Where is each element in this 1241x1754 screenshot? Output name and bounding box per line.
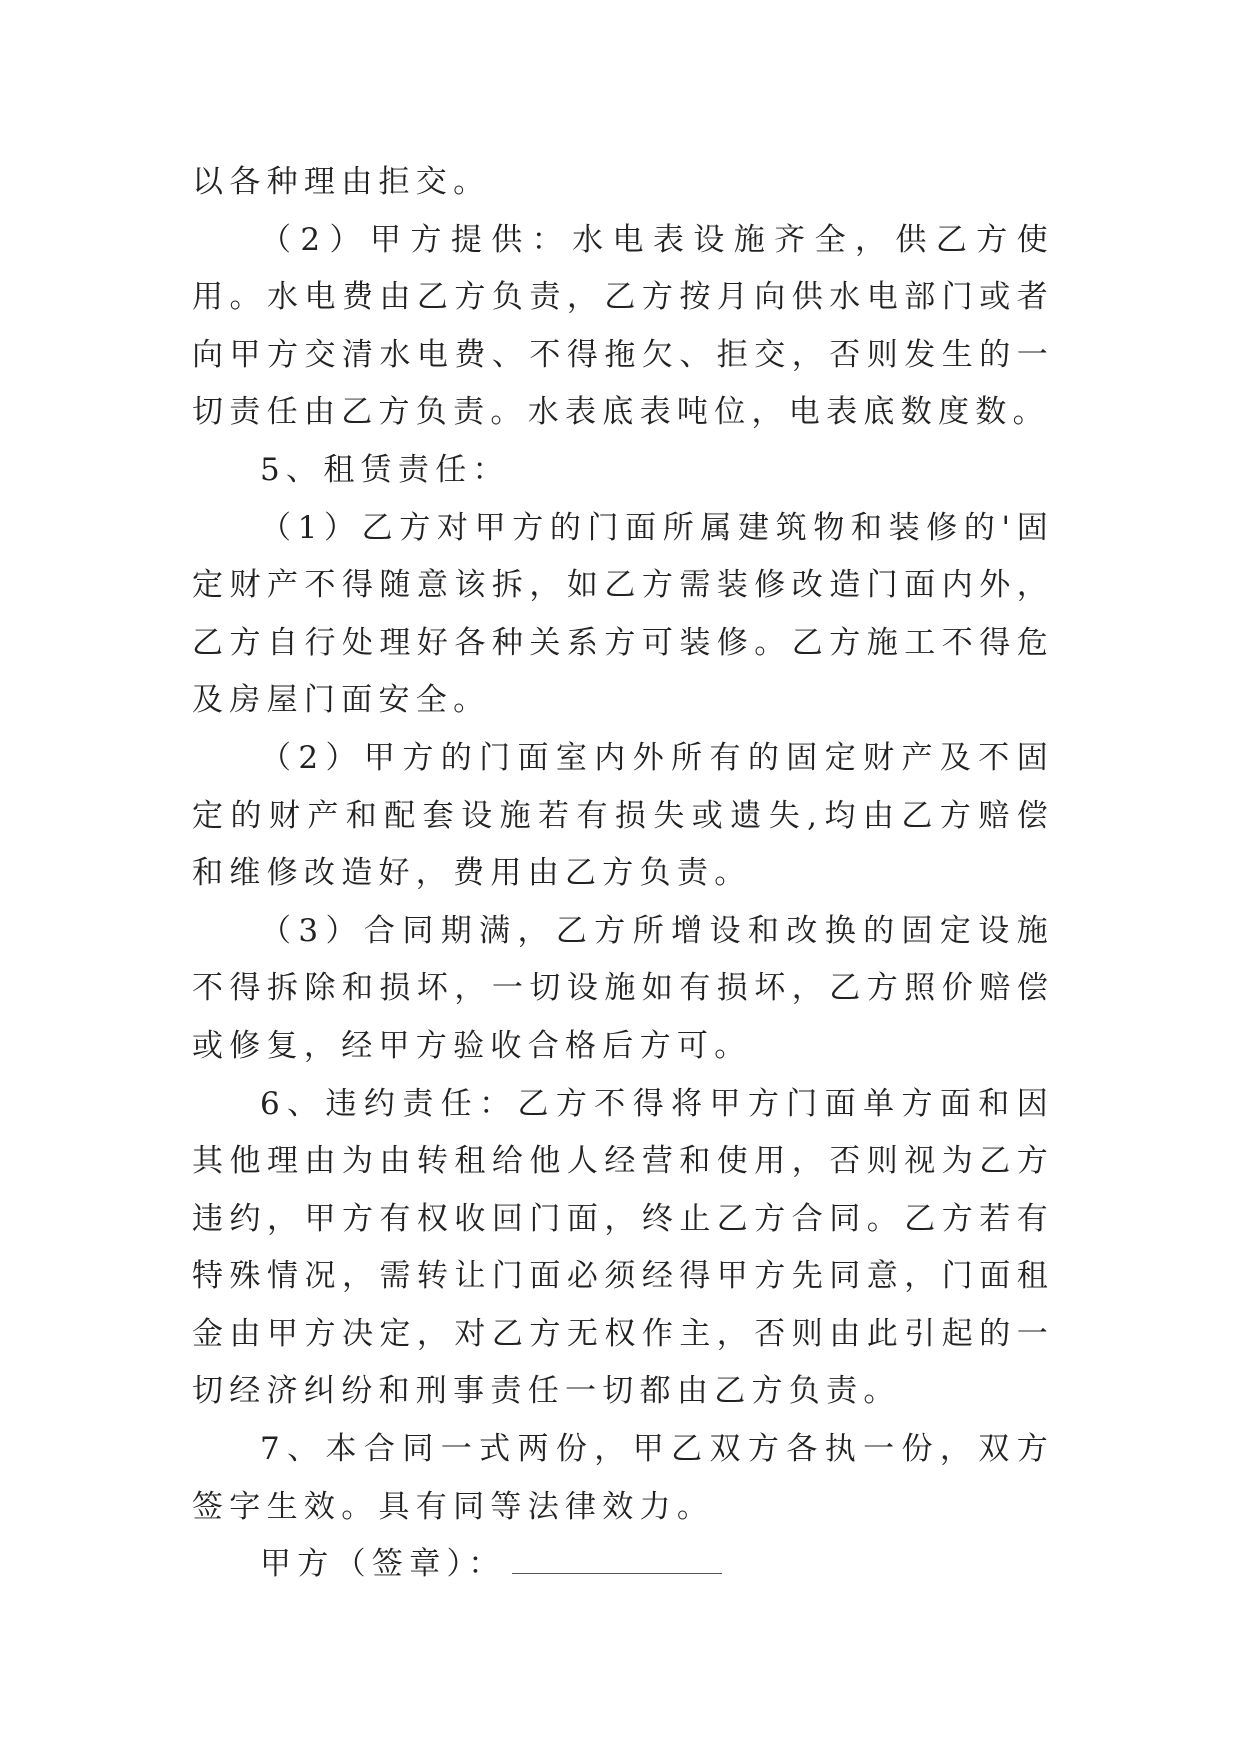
paragraph-2: 5、租赁责任： — [260, 451, 510, 488]
contract-text — [192, 154, 1054, 1594]
paragraph-3: （1）乙方对甲方的门面所属建筑物和装修的'固定财产不得随意该拆，如乙方需装修改造门面内外，乙方自行处理好各种关系方可装修。乙方施工不得危及房屋门面安全。 — [192, 509, 1054, 719]
paragraph-6: 6、违约责任：乙方不得将甲方门面单方面和因其他理由为由转租给他人经营和使用，否则视为乙方违约，甲方有权收回门面，终止乙方合同。乙方若有特殊情况，需转让门面必须经得甲方先同意，门面租金由甲方决定，对乙方无权作主，否则由此引起的一切经济纠纷和刑事责任一切都由乙方负责。 — [192, 1085, 1054, 1410]
paragraph-5: （3）合同期满，乙方所增设和改换的固定设施不得拆除和损坏，一切设施如有损坏，乙方照价赔偿或修复，经甲方验收合格后方可。 — [192, 912, 1054, 1064]
signature-line — [192, 1536, 1054, 1594]
paragraph-7: 7、本合同一式两份，甲乙双方各执一份，双方签字生效。具有同等法律效力。 — [192, 1431, 1054, 1525]
paragraph-0: 以各种理由拒交。 — [192, 164, 491, 200]
signature-label: 甲方（签章）： — [260, 1546, 506, 1583]
signature-blank — [512, 1543, 722, 1574]
paragraph-1: （2）甲方提供：水电表设施齐全，供乙方使用。水电费由乙方负责，乙方按月向供水电部门或者向甲方交清水电费、不得拖欠、拒交，否则发生的一切责任由乙方负责。水表底表吨位，电表底数度数。 — [192, 221, 1054, 431]
paragraph-4: （2）甲方的门面室内外所有的固定财产及不固定的财产和配套设施若有损失或遗失,均由乙方赔偿和维修改造好，费用由乙方负责。 — [192, 739, 1054, 892]
